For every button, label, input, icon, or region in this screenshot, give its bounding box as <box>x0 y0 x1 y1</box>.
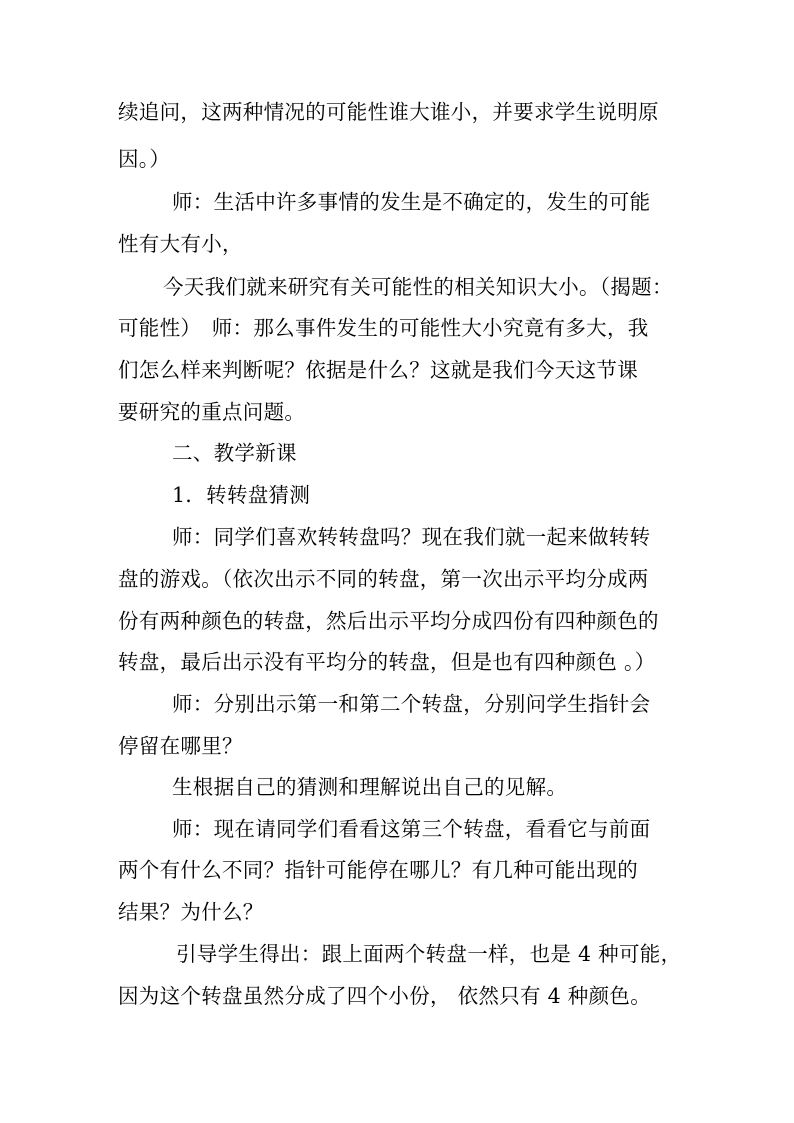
text-line: 今天我们就来研究有关可能性的相关知识大小。（揭题： <box>163 275 673 299</box>
text-line: 师：生活中许多事情的发生是不确定的，发生的可能 <box>172 190 651 214</box>
text-line: 师：同学们喜欢转转盘吗？现在我们就一起来做转转 <box>172 525 651 549</box>
section-heading: 二、教学新课 <box>172 441 297 465</box>
text-line: 停留在哪里？ <box>118 734 243 758</box>
text-line: 们怎么样来判断呢？依据是什么？这就是我们今天这节课 <box>118 358 638 382</box>
text-line: 因。） <box>118 147 171 171</box>
text-line: 盘的游戏。（依次出示不同的转盘，第一次出示平均分成两 <box>118 567 649 591</box>
text-line: 因为这个转盘虽然分成了四个小份， 依然只有 4 种颜色。 <box>118 984 651 1008</box>
text-line: 可能性） 师：那么事件发生的可能性大小究竟有多大，我 <box>118 316 649 340</box>
text-line: 份有两种颜色的转盘，然后出示平均分成四份有四种颜色的 <box>118 609 659 633</box>
text-line: 生根据自己的猜测和理解说出自己的见解。 <box>172 775 568 799</box>
text-line: 师：分别出示第一和第二个转盘，分别问学生指针会 <box>172 692 651 716</box>
text-line: 要研究的重点问题。 <box>118 400 306 424</box>
text-line: 师：现在请同学们看看这第三个转盘，看看它与前面 <box>172 817 651 841</box>
text-line: 两个有什么不同？指针可能停在哪儿？有几种可能出现的 <box>118 858 638 882</box>
subsection-heading: 1．转转盘猜测 <box>172 483 311 507</box>
text-line: 引导学生得出：跟上面两个转盘一样，也是 4 种可能， <box>176 942 682 966</box>
text-line: 结果？为什么？ <box>118 900 264 924</box>
text-line: 性有大有小， <box>118 232 243 256</box>
text-line: 转盘，最后出示没有平均分的转盘，但是也有四种颜色 。） <box>118 650 656 674</box>
text-line: 续追问，这两种情况的可能性谁大谁小，并要求学生说明原 <box>118 100 659 124</box>
